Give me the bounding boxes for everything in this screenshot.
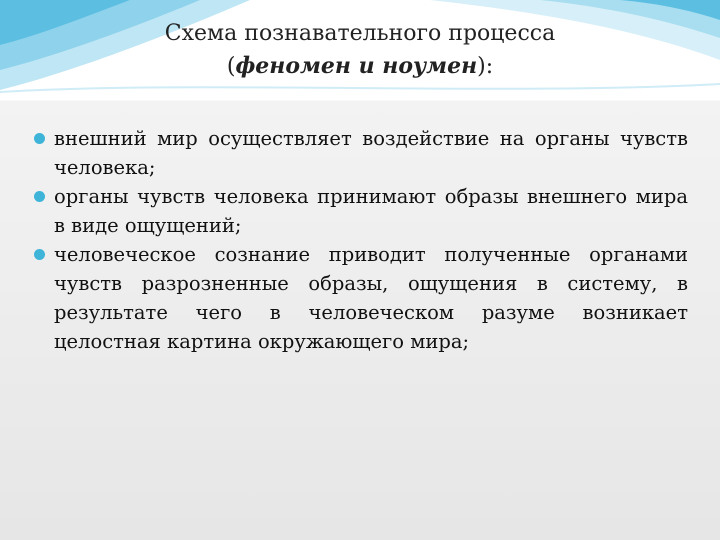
bullet-item — [34, 182, 688, 240]
bullet-item — [34, 240, 688, 356]
title-line-2 — [0, 50, 720, 83]
bullet-dot-icon — [34, 191, 45, 202]
bullet-dot-icon — [34, 133, 45, 144]
bullet-item — [34, 124, 688, 182]
title-emphasis: феномен и ноумен — [235, 53, 478, 79]
bullet-list — [34, 124, 688, 356]
bullet-text: человеческое сознание приводит полученные органами чувств разрозненные образы, ощущения в систему, в результате чего в человеческом разуме возникает целостная картина окружающего мира; — [54, 243, 688, 353]
bullet-text: органы чувств человека принимают образы внешнего мира в виде ощущений; — [54, 185, 688, 237]
title-open-paren: ( — [226, 54, 236, 79]
title-close: ): — [477, 54, 494, 79]
slide-title — [0, 18, 720, 83]
bullet-dot-icon — [34, 249, 45, 260]
bullet-text: внешний мир осуществляет воздействие на органы чувств человека; — [54, 127, 688, 179]
title-line-1: Схема познавательного процесса — [164, 21, 556, 46]
